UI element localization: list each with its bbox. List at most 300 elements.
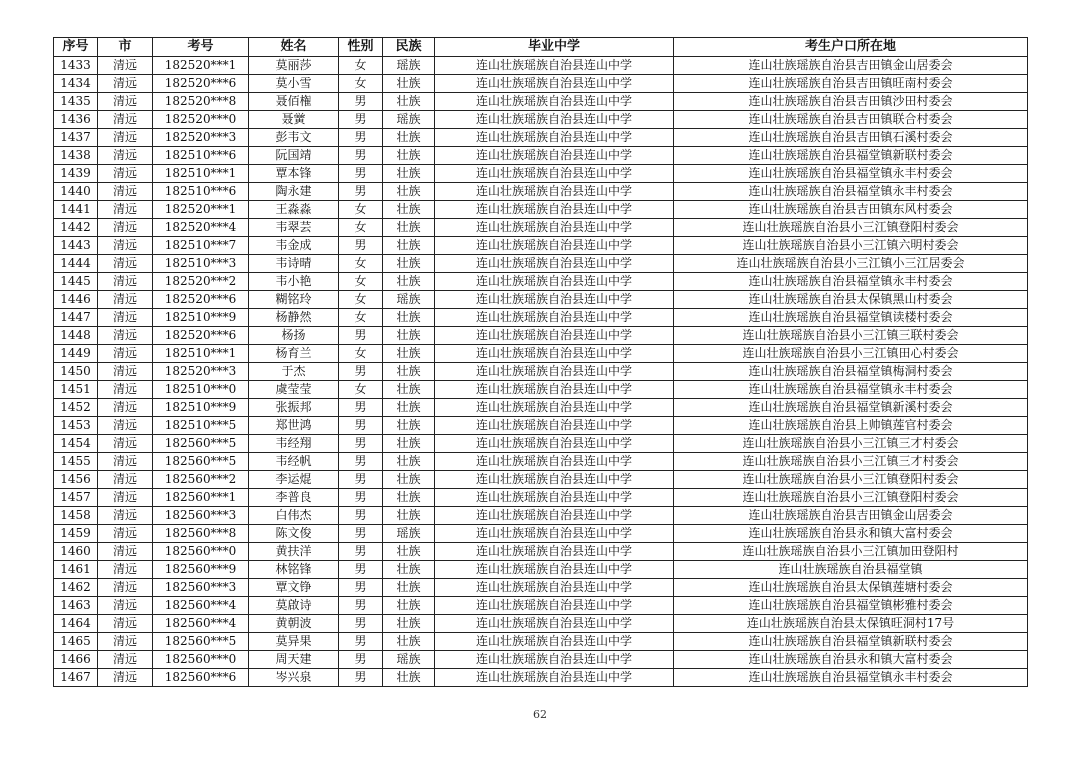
cell-residence: 连山壮族瑶族自治县太保镇黑山村委会 (674, 291, 1028, 309)
cell-school: 连山壮族瑶族自治县连山中学 (435, 237, 674, 255)
cell-ethnicity: 壮族 (383, 561, 435, 579)
table-body (54, 57, 1028, 687)
cell-residence: 连山壮族瑶族自治县福堂镇新联村委会 (674, 633, 1028, 651)
cell-name: 杨扬 (249, 327, 339, 345)
cell-city: 清远 (98, 615, 153, 633)
cell-residence: 连山壮族瑶族自治县吉田镇联合村委会 (674, 111, 1028, 129)
cell-gender: 男 (339, 471, 383, 489)
table-header-row (54, 38, 1028, 57)
cell-name: 韦翠芸 (249, 219, 339, 237)
cell-name: 杨育兰 (249, 345, 339, 363)
cell-ethnicity: 壮族 (383, 345, 435, 363)
cell-ethnicity: 壮族 (383, 363, 435, 381)
cell-seq: 1446 (54, 291, 98, 309)
cell-name: 覃文铮 (249, 579, 339, 597)
table-row (54, 219, 1028, 237)
cell-ethnicity: 壮族 (383, 579, 435, 597)
table-row (54, 561, 1028, 579)
cell-city: 清远 (98, 75, 153, 93)
cell-school: 连山壮族瑶族自治县连山中学 (435, 435, 674, 453)
header-seq: 序号 (54, 38, 98, 57)
cell-seq: 1452 (54, 399, 98, 417)
cell-seq: 1455 (54, 453, 98, 471)
cell-name: 林铭锋 (249, 561, 339, 579)
cell-ethnicity: 壮族 (383, 237, 435, 255)
cell-name: 陈文俊 (249, 525, 339, 543)
cell-seq: 1459 (54, 525, 98, 543)
cell-school: 连山壮族瑶族自治县连山中学 (435, 543, 674, 561)
cell-school: 连山壮族瑶族自治县连山中学 (435, 219, 674, 237)
cell-seq: 1444 (54, 255, 98, 273)
cell-residence: 连山壮族瑶族自治县永和镇大富村委会 (674, 525, 1028, 543)
table-row (54, 327, 1028, 345)
cell-city: 清远 (98, 471, 153, 489)
cell-gender: 男 (339, 399, 383, 417)
cell-ethnicity: 壮族 (383, 93, 435, 111)
cell-seq: 1464 (54, 615, 98, 633)
cell-gender: 女 (339, 273, 383, 291)
cell-exam-number: 182520***8 (153, 93, 249, 111)
cell-exam-number: 182560***4 (153, 615, 249, 633)
cell-gender: 女 (339, 309, 383, 327)
table-row (54, 201, 1028, 219)
table-row (54, 237, 1028, 255)
cell-school: 连山壮族瑶族自治县连山中学 (435, 291, 674, 309)
cell-city: 清远 (98, 327, 153, 345)
cell-city: 清远 (98, 381, 153, 399)
cell-gender: 女 (339, 345, 383, 363)
cell-city: 清远 (98, 417, 153, 435)
cell-gender: 男 (339, 561, 383, 579)
cell-residence: 连山壮族瑶族自治县小三江镇田心村委会 (674, 345, 1028, 363)
cell-school: 连山壮族瑶族自治县连山中学 (435, 507, 674, 525)
cell-gender: 女 (339, 75, 383, 93)
cell-ethnicity: 壮族 (383, 219, 435, 237)
table-row (54, 381, 1028, 399)
cell-gender: 男 (339, 435, 383, 453)
cell-school: 连山壮族瑶族自治县连山中学 (435, 597, 674, 615)
table-row (54, 273, 1028, 291)
cell-city: 清远 (98, 489, 153, 507)
cell-name: 黄扶洋 (249, 543, 339, 561)
cell-school: 连山壮族瑶族自治县连山中学 (435, 381, 674, 399)
cell-exam-number: 182510***1 (153, 345, 249, 363)
cell-school: 连山壮族瑶族自治县连山中学 (435, 75, 674, 93)
cell-seq: 1463 (54, 597, 98, 615)
cell-seq: 1438 (54, 147, 98, 165)
cell-residence: 连山壮族瑶族自治县吉田镇金山居委会 (674, 57, 1028, 75)
cell-exam-number: 182560***5 (153, 453, 249, 471)
cell-seq: 1439 (54, 165, 98, 183)
cell-school: 连山壮族瑶族自治县连山中学 (435, 255, 674, 273)
cell-gender: 女 (339, 291, 383, 309)
cell-city: 清远 (98, 561, 153, 579)
cell-residence: 连山壮族瑶族自治县福堂镇永丰村委会 (674, 183, 1028, 201)
cell-seq: 1457 (54, 489, 98, 507)
cell-name: 黄朝波 (249, 615, 339, 633)
cell-name: 王淼淼 (249, 201, 339, 219)
cell-seq: 1436 (54, 111, 98, 129)
cell-seq: 1447 (54, 309, 98, 327)
cell-name: 白伟杰 (249, 507, 339, 525)
cell-name: 覃本锋 (249, 165, 339, 183)
cell-name: 岑兴泉 (249, 669, 339, 687)
cell-ethnicity: 瑶族 (383, 525, 435, 543)
cell-name: 周天建 (249, 651, 339, 669)
cell-city: 清远 (98, 183, 153, 201)
cell-exam-number: 182510***6 (153, 147, 249, 165)
cell-seq: 1454 (54, 435, 98, 453)
cell-city: 清远 (98, 201, 153, 219)
cell-ethnicity: 壮族 (383, 597, 435, 615)
cell-name: 聂黉 (249, 111, 339, 129)
cell-exam-number: 182560***1 (153, 489, 249, 507)
cell-school: 连山壮族瑶族自治县连山中学 (435, 615, 674, 633)
cell-gender: 男 (339, 597, 383, 615)
cell-residence: 连山壮族瑶族自治县太保镇旺洞村17号 (674, 615, 1028, 633)
cell-school: 连山壮族瑶族自治县连山中学 (435, 489, 674, 507)
cell-ethnicity: 瑶族 (383, 651, 435, 669)
cell-exam-number: 182560***6 (153, 669, 249, 687)
cell-ethnicity: 壮族 (383, 615, 435, 633)
cell-exam-number: 182510***3 (153, 255, 249, 273)
cell-exam-number: 182560***5 (153, 633, 249, 651)
cell-ethnicity: 壮族 (383, 669, 435, 687)
cell-residence: 连山壮族瑶族自治县福堂镇新溪村委会 (674, 399, 1028, 417)
cell-ethnicity: 壮族 (383, 489, 435, 507)
table-row (54, 345, 1028, 363)
cell-gender: 男 (339, 633, 383, 651)
cell-gender: 男 (339, 669, 383, 687)
cell-gender: 男 (339, 579, 383, 597)
cell-city: 清远 (98, 93, 153, 111)
cell-exam-number: 182520***6 (153, 327, 249, 345)
cell-exam-number: 182510***6 (153, 183, 249, 201)
table-row (54, 525, 1028, 543)
cell-residence: 连山壮族瑶族自治县小三江镇登阳村委会 (674, 219, 1028, 237)
cell-ethnicity: 壮族 (383, 417, 435, 435)
cell-city: 清远 (98, 543, 153, 561)
table-row (54, 669, 1028, 687)
table-row (54, 651, 1028, 669)
cell-seq: 1433 (54, 57, 98, 75)
table-row (54, 399, 1028, 417)
table-row (54, 633, 1028, 651)
cell-seq: 1441 (54, 201, 98, 219)
cell-name: 莫丽莎 (249, 57, 339, 75)
cell-residence: 连山壮族瑶族自治县吉田镇旺南村委会 (674, 75, 1028, 93)
cell-residence: 连山壮族瑶族自治县福堂镇彬雅村委会 (674, 597, 1028, 615)
cell-city: 清远 (98, 435, 153, 453)
header-ethnicity: 民族 (383, 38, 435, 57)
cell-school: 连山壮族瑶族自治县连山中学 (435, 651, 674, 669)
cell-school: 连山壮族瑶族自治县连山中学 (435, 201, 674, 219)
cell-name: 李运焜 (249, 471, 339, 489)
cell-exam-number: 182560***3 (153, 579, 249, 597)
cell-gender: 女 (339, 57, 383, 75)
table-row (54, 255, 1028, 273)
cell-city: 清远 (98, 597, 153, 615)
cell-exam-number: 182560***0 (153, 543, 249, 561)
cell-city: 清远 (98, 219, 153, 237)
cell-school: 连山壮族瑶族自治县连山中学 (435, 57, 674, 75)
cell-gender: 女 (339, 201, 383, 219)
table-row (54, 75, 1028, 93)
cell-exam-number: 182560***8 (153, 525, 249, 543)
cell-ethnicity: 瑶族 (383, 57, 435, 75)
cell-gender: 男 (339, 507, 383, 525)
cell-seq: 1456 (54, 471, 98, 489)
cell-ethnicity: 壮族 (383, 381, 435, 399)
cell-gender: 女 (339, 255, 383, 273)
cell-name: 莫异果 (249, 633, 339, 651)
cell-city: 清远 (98, 237, 153, 255)
cell-exam-number: 182520***2 (153, 273, 249, 291)
cell-seq: 1449 (54, 345, 98, 363)
cell-residence: 连山壮族瑶族自治县福堂镇新联村委会 (674, 147, 1028, 165)
cell-ethnicity: 壮族 (383, 201, 435, 219)
cell-seq: 1445 (54, 273, 98, 291)
cell-exam-number: 182520***1 (153, 201, 249, 219)
cell-residence: 连山壮族瑶族自治县吉田镇金山居委会 (674, 507, 1028, 525)
cell-residence: 连山壮族瑶族自治县小三江镇小三江居委会 (674, 255, 1028, 273)
table-row (54, 489, 1028, 507)
cell-exam-number: 182510***1 (153, 165, 249, 183)
cell-ethnicity: 瑶族 (383, 291, 435, 309)
cell-school: 连山壮族瑶族自治县连山中学 (435, 561, 674, 579)
cell-exam-number: 182510***0 (153, 381, 249, 399)
cell-city: 清远 (98, 363, 153, 381)
table-row (54, 615, 1028, 633)
cell-residence: 连山壮族瑶族自治县小三江镇六明村委会 (674, 237, 1028, 255)
cell-ethnicity: 壮族 (383, 435, 435, 453)
cell-gender: 男 (339, 237, 383, 255)
cell-residence: 连山壮族瑶族自治县福堂镇永丰村委会 (674, 165, 1028, 183)
table-row (54, 57, 1028, 75)
cell-gender: 男 (339, 417, 383, 435)
cell-name: 韦诗晴 (249, 255, 339, 273)
cell-gender: 男 (339, 543, 383, 561)
cell-city: 清远 (98, 291, 153, 309)
cell-exam-number: 182560***3 (153, 507, 249, 525)
cell-city: 清远 (98, 255, 153, 273)
cell-ethnicity: 壮族 (383, 309, 435, 327)
cell-residence: 连山壮族瑶族自治县小三江镇三才村委会 (674, 435, 1028, 453)
cell-ethnicity: 壮族 (383, 129, 435, 147)
cell-residence: 连山壮族瑶族自治县小三江镇加田登阳村 (674, 543, 1028, 561)
cell-exam-number: 182520***4 (153, 219, 249, 237)
cell-ethnicity: 壮族 (383, 507, 435, 525)
cell-gender: 男 (339, 129, 383, 147)
page-number: 62 (533, 708, 547, 721)
cell-ethnicity: 壮族 (383, 165, 435, 183)
cell-residence: 连山壮族瑶族自治县小三江镇登阳村委会 (674, 489, 1028, 507)
cell-exam-number: 182510***7 (153, 237, 249, 255)
cell-name: 杨静然 (249, 309, 339, 327)
cell-gender: 男 (339, 489, 383, 507)
cell-exam-number: 182520***0 (153, 111, 249, 129)
cell-name: 郑世鸿 (249, 417, 339, 435)
cell-exam-number: 182560***5 (153, 435, 249, 453)
header-school: 毕业中学 (435, 38, 674, 57)
cell-school: 连山壮族瑶族自治县连山中学 (435, 147, 674, 165)
cell-school: 连山壮族瑶族自治县连山中学 (435, 129, 674, 147)
table-row (54, 93, 1028, 111)
cell-seq: 1466 (54, 651, 98, 669)
cell-seq: 1465 (54, 633, 98, 651)
cell-seq: 1460 (54, 543, 98, 561)
table-row (54, 597, 1028, 615)
cell-exam-number: 182510***9 (153, 399, 249, 417)
cell-seq: 1434 (54, 75, 98, 93)
cell-seq: 1440 (54, 183, 98, 201)
cell-school: 连山壮族瑶族自治县连山中学 (435, 399, 674, 417)
cell-school: 连山壮族瑶族自治县连山中学 (435, 633, 674, 651)
table-row (54, 165, 1028, 183)
cell-exam-number: 182560***9 (153, 561, 249, 579)
cell-ethnicity: 壮族 (383, 75, 435, 93)
cell-seq: 1450 (54, 363, 98, 381)
cell-residence: 连山壮族瑶族自治县福堂镇梅洞村委会 (674, 363, 1028, 381)
cell-name: 韦小艳 (249, 273, 339, 291)
cell-residence: 连山壮族瑶族自治县小三江镇三才村委会 (674, 453, 1028, 471)
cell-gender: 男 (339, 327, 383, 345)
table-row (54, 309, 1028, 327)
cell-residence: 连山壮族瑶族自治县吉田镇石溪村委会 (674, 129, 1028, 147)
cell-name: 莫小雪 (249, 75, 339, 93)
cell-school: 连山壮族瑶族自治县连山中学 (435, 93, 674, 111)
cell-residence: 连山壮族瑶族自治县小三江镇登阳村委会 (674, 471, 1028, 489)
cell-city: 清远 (98, 165, 153, 183)
cell-school: 连山壮族瑶族自治县连山中学 (435, 417, 674, 435)
cell-residence: 连山壮族瑶族自治县太保镇莲塘村委会 (674, 579, 1028, 597)
cell-gender: 男 (339, 183, 383, 201)
cell-ethnicity: 壮族 (383, 471, 435, 489)
cell-gender: 男 (339, 615, 383, 633)
cell-ethnicity: 壮族 (383, 399, 435, 417)
header-city: 市 (98, 38, 153, 57)
cell-school: 连山壮族瑶族自治县连山中学 (435, 453, 674, 471)
cell-seq: 1451 (54, 381, 98, 399)
cell-gender: 男 (339, 651, 383, 669)
cell-name: 聂佰権 (249, 93, 339, 111)
cell-gender: 男 (339, 165, 383, 183)
cell-school: 连山壮族瑶族自治县连山中学 (435, 363, 674, 381)
cell-school: 连山壮族瑶族自治县连山中学 (435, 165, 674, 183)
cell-gender: 女 (339, 219, 383, 237)
cell-residence: 连山壮族瑶族自治县福堂镇读楼村委会 (674, 309, 1028, 327)
cell-exam-number: 182520***3 (153, 129, 249, 147)
cell-exam-number: 182560***2 (153, 471, 249, 489)
cell-ethnicity: 壮族 (383, 327, 435, 345)
cell-gender: 男 (339, 363, 383, 381)
cell-gender: 男 (339, 453, 383, 471)
cell-gender: 男 (339, 93, 383, 111)
cell-city: 清远 (98, 651, 153, 669)
table-row (54, 291, 1028, 309)
cell-city: 清远 (98, 399, 153, 417)
cell-gender: 女 (339, 381, 383, 399)
cell-city: 清远 (98, 507, 153, 525)
cell-school: 连山壮族瑶族自治县连山中学 (435, 111, 674, 129)
cell-seq: 1461 (54, 561, 98, 579)
cell-ethnicity: 壮族 (383, 183, 435, 201)
cell-seq: 1453 (54, 417, 98, 435)
cell-residence: 连山壮族瑶族自治县福堂镇永丰村委会 (674, 669, 1028, 687)
cell-exam-number: 182510***5 (153, 417, 249, 435)
cell-city: 清远 (98, 111, 153, 129)
cell-residence: 连山壮族瑶族自治县福堂镇永丰村委会 (674, 381, 1028, 399)
cell-city: 清远 (98, 453, 153, 471)
table-row (54, 543, 1028, 561)
cell-ethnicity: 壮族 (383, 633, 435, 651)
cell-exam-number: 182560***4 (153, 597, 249, 615)
table-row (54, 147, 1028, 165)
cell-seq: 1458 (54, 507, 98, 525)
table-row (54, 471, 1028, 489)
cell-residence: 连山壮族瑶族自治县上帅镇莲官村委会 (674, 417, 1028, 435)
cell-seq: 1467 (54, 669, 98, 687)
cell-residence: 连山壮族瑶族自治县吉田镇东风村委会 (674, 201, 1028, 219)
table-row (54, 183, 1028, 201)
cell-seq: 1435 (54, 93, 98, 111)
cell-ethnicity: 壮族 (383, 453, 435, 471)
cell-residence: 连山壮族瑶族自治县福堂镇 (674, 561, 1028, 579)
cell-name: 张振邦 (249, 399, 339, 417)
cell-name: 韦经翔 (249, 435, 339, 453)
cell-city: 清远 (98, 345, 153, 363)
cell-exam-number: 182520***3 (153, 363, 249, 381)
cell-residence: 连山壮族瑶族自治县永和镇大富村委会 (674, 651, 1028, 669)
cell-name: 阮国靖 (249, 147, 339, 165)
cell-school: 连山壮族瑶族自治县连山中学 (435, 183, 674, 201)
cell-seq: 1448 (54, 327, 98, 345)
cell-exam-number: 182520***6 (153, 75, 249, 93)
cell-school: 连山壮族瑶族自治县连山中学 (435, 273, 674, 291)
cell-gender: 男 (339, 525, 383, 543)
cell-gender: 男 (339, 111, 383, 129)
cell-name: 彭韦文 (249, 129, 339, 147)
table-row (54, 111, 1028, 129)
cell-ethnicity: 壮族 (383, 147, 435, 165)
table-row (54, 453, 1028, 471)
cell-seq: 1462 (54, 579, 98, 597)
cell-city: 清远 (98, 129, 153, 147)
table-row (54, 579, 1028, 597)
cell-ethnicity: 壮族 (383, 543, 435, 561)
cell-city: 清远 (98, 147, 153, 165)
table-row (54, 417, 1028, 435)
cell-seq: 1437 (54, 129, 98, 147)
cell-name: 韦经帆 (249, 453, 339, 471)
cell-city: 清远 (98, 57, 153, 75)
cell-exam-number: 182520***6 (153, 291, 249, 309)
cell-seq: 1442 (54, 219, 98, 237)
cell-name: 李普良 (249, 489, 339, 507)
cell-city: 清远 (98, 525, 153, 543)
cell-school: 连山壮族瑶族自治县连山中学 (435, 669, 674, 687)
cell-exam-number: 182520***1 (153, 57, 249, 75)
cell-name: 韦金成 (249, 237, 339, 255)
cell-name: 莫啟诗 (249, 597, 339, 615)
cell-city: 清远 (98, 273, 153, 291)
header-name: 姓名 (249, 38, 339, 57)
cell-name: 陶永建 (249, 183, 339, 201)
cell-residence: 连山壮族瑶族自治县小三江镇三联村委会 (674, 327, 1028, 345)
cell-exam-number: 182510***9 (153, 309, 249, 327)
cell-residence: 连山壮族瑶族自治县吉田镇沙田村委会 (674, 93, 1028, 111)
cell-name: 于杰 (249, 363, 339, 381)
